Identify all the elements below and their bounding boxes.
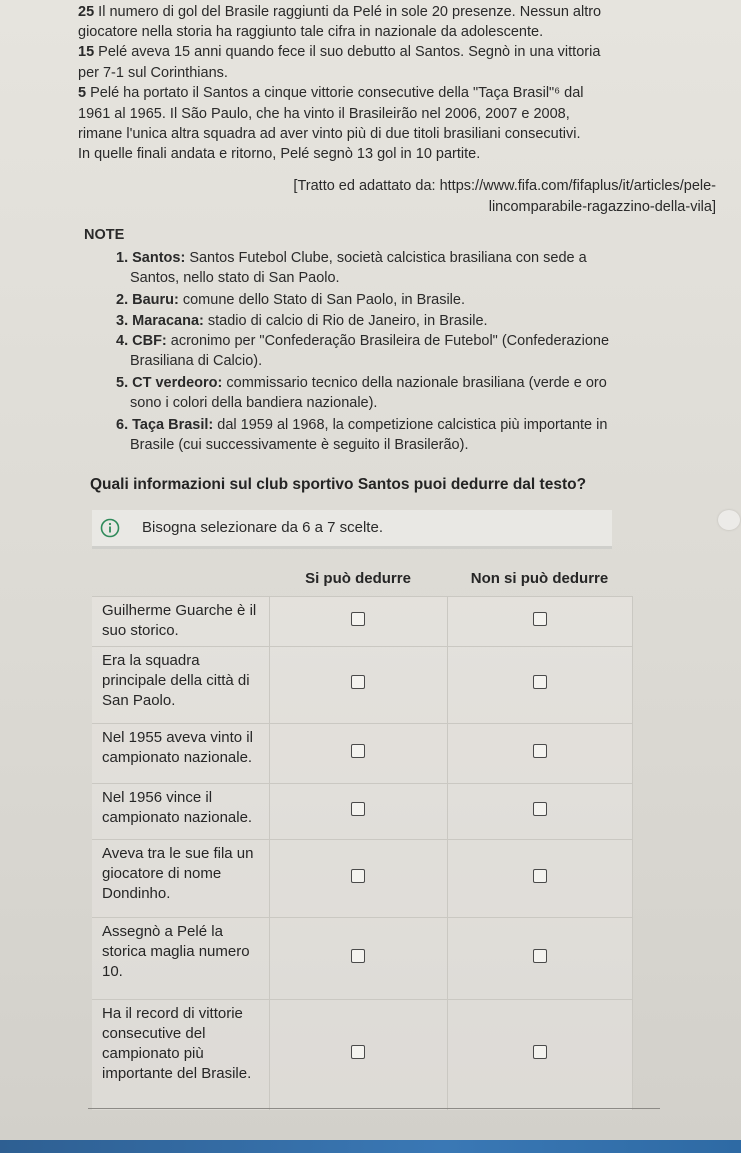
checkbox-can-deduce[interactable] xyxy=(351,612,365,626)
checkbox-cannot-deduce[interactable] xyxy=(533,869,547,883)
hint-text: Bisogna selezionare da 6 a 7 scelte. xyxy=(142,519,383,536)
table-row xyxy=(92,784,632,840)
intro-line-7: rimane l'unica altra squadra ad aver vinto più di due titoli brasiliani consecutivi. xyxy=(78,126,581,142)
checkbox-can-deduce[interactable] xyxy=(351,744,365,758)
table-row xyxy=(92,724,632,784)
note-item-bauru: 2. Bauru: comune dello Stato di San Paolo, in Brasile. xyxy=(116,292,465,308)
table-row xyxy=(92,840,632,918)
checkbox-can-deduce[interactable] xyxy=(351,675,365,689)
intro-line-5: 5 Pelé ha portato il Santos a cinque vittorie consecutive della "Taça Brasil"⁶ dal xyxy=(78,85,584,101)
note-item-ct-verdeoro: 5. CT verdeoro: commissario tecnico della nazionale brasiliana (verde e oro sono i colori della bandiera nazionale). xyxy=(116,375,607,411)
table-header-row xyxy=(92,560,632,597)
intro-line-4: per 7-1 sul Corinthians. xyxy=(78,65,228,81)
note-item-taca-brasil: 6. Taça Brasil: dal 1959 al 1968, la competizione calcistica più importante in Brasile (cui successivamente è seguito il Brasilerão). xyxy=(116,417,608,453)
info-icon xyxy=(100,518,120,538)
table-row xyxy=(92,597,632,647)
row-statement: Nel 1955 aveva vinto il campionato nazionale. xyxy=(92,724,269,784)
source-citation xyxy=(140,176,716,218)
intro-line-8: In quelle finali andata e ritorno, Pelé segnò 13 gol in 10 partite. xyxy=(78,146,481,162)
checkbox-cannot-deduce[interactable] xyxy=(533,675,547,689)
table-bottom-rule xyxy=(88,1108,660,1109)
question-text: Quali informazioni sul club sportivo Santos puoi dedurre dal testo? xyxy=(90,476,587,493)
row-statement: Nel 1956 vince il campionato nazionale. xyxy=(92,784,269,840)
row-statement: Guilherme Guarche è il suo storico. xyxy=(92,597,269,647)
table-row xyxy=(92,647,632,724)
intro-line-6: 1961 al 1965. Il São Paulo, che ha vinto il Brasileirão nel 2006, 2007 e 2008, xyxy=(78,106,570,122)
checkbox-can-deduce[interactable] xyxy=(351,949,365,963)
row-statement: Ha il record di vittorie consecutive del campionato più importante del Brasile. xyxy=(92,1000,269,1110)
intro-line-1: 25 Il numero di gol del Brasile raggiunti da Pelé in sole 20 presenze. Nessun altro xyxy=(78,4,602,20)
checkbox-can-deduce[interactable] xyxy=(351,1045,365,1059)
checkbox-can-deduce[interactable] xyxy=(351,802,365,816)
row-statement: Assegnò a Pelé la storica maglia numero 10. xyxy=(92,918,269,1000)
checkbox-cannot-deduce[interactable] xyxy=(533,612,547,626)
header-can-deduce: Si può dedurre xyxy=(305,569,411,587)
intro-line-2: giocatore nella storia ha raggiunto tale cifra in nazionale da adolescente. xyxy=(78,24,544,40)
checkbox-can-deduce[interactable] xyxy=(351,869,365,883)
note-item-santos: 1. Santos: Santos Futebol Clube, società calcistica brasiliana con sede a Santos, nello stato di San Paolo. xyxy=(116,250,587,286)
selection-hint xyxy=(92,510,612,549)
header-cannot-deduce: Non si può dedurre xyxy=(470,569,609,587)
table-row xyxy=(92,1000,632,1110)
note-item-cbf: 4. CBF: acronimo per "Confederação Brasileira de Futebol" (Confederazione Brasiliana di Calcio). xyxy=(116,333,610,369)
checkbox-cannot-deduce[interactable] xyxy=(533,802,547,816)
checkbox-cannot-deduce[interactable] xyxy=(533,1045,547,1059)
header-statement xyxy=(92,560,269,597)
table-row xyxy=(92,918,632,1000)
intro-line-3: 15 Pelé aveva 15 anni quando fece il suo debutto al Santos. Segnò in una vittoria xyxy=(78,44,601,60)
row-statement: Aveva tra le sue fila un giocatore di nome Dondinho. xyxy=(92,840,269,918)
checkbox-cannot-deduce[interactable] xyxy=(533,949,547,963)
note-item-maracana: 3. Maracana: stadio di calcio di Rio de Janeiro, in Brasile. xyxy=(116,313,488,329)
source-line-1: [Tratto ed adattato da: https://www.fifa.com/fifaplus/it/articles/pele- xyxy=(293,178,716,194)
answer-table xyxy=(92,560,633,1110)
bottom-accent-bar xyxy=(0,1140,741,1153)
checkbox-cannot-deduce[interactable] xyxy=(533,744,547,758)
row-statement: Era la squadra principale della città di San Paolo. xyxy=(92,647,269,724)
side-handle[interactable] xyxy=(718,510,740,530)
source-line-2: lincomparabile-ragazzino-della-vila] xyxy=(488,199,716,215)
notes-heading: NOTE xyxy=(84,227,125,243)
